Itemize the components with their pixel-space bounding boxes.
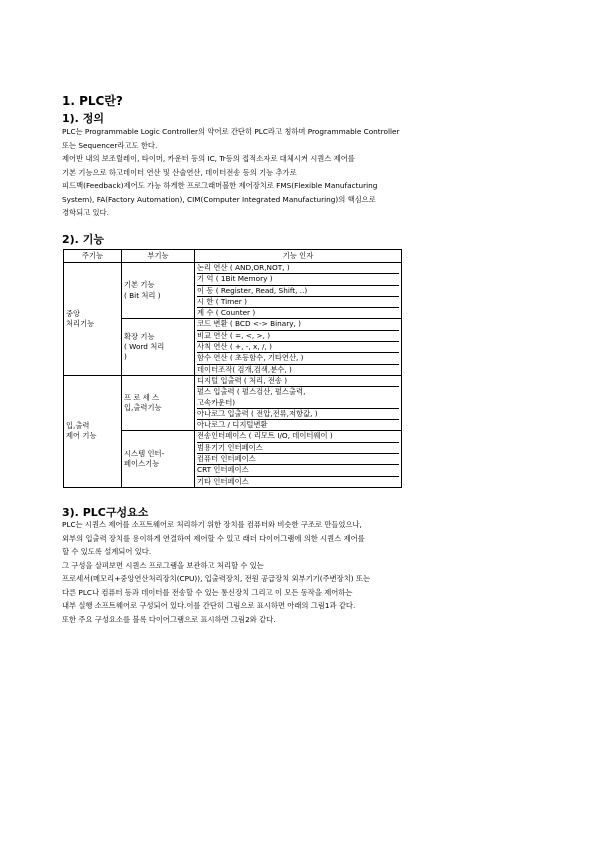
function-item: 데이터조작( 검개,검색,분수, ) xyxy=(197,364,399,375)
definition-heading: 1). 정의 xyxy=(62,112,104,125)
function-heading: 2). 기능 xyxy=(62,233,104,246)
function-items-process-io xyxy=(195,375,402,430)
text-line: 내부 실행 소프트웨어로 구성되어 있다.이를 간단히 그림으로 표시하면 아래의 그림1과 같다. xyxy=(62,601,356,610)
function-table xyxy=(63,249,402,488)
table-row xyxy=(64,375,402,430)
sub-function-basic: 기본 기능 ( Bit 처리 ) xyxy=(122,263,195,319)
text-line: 프로세서(메모리+중앙연산처리장치(CPU)), 입출력장치, 전원 공급장치 외부기기(주변장치) 또는 xyxy=(62,574,371,583)
function-item: 기타 인터페이스 xyxy=(197,476,399,487)
text-line: 또한 주요 구성요소를 블록 다이어그램으로 표시하면 그림2와 같다. xyxy=(62,614,276,624)
page-title: 1. PLC란? xyxy=(62,94,123,108)
function-item: 코드 변환 ( BCD <-> Binary, ) xyxy=(197,319,302,329)
function-items-system-interface xyxy=(195,431,402,487)
function-item: 컴퓨터 인터페이스 xyxy=(197,453,399,464)
function-items-extended xyxy=(195,319,402,375)
function-items-basic xyxy=(195,263,402,319)
definition-paragraph xyxy=(62,125,532,220)
text-line: 제어반 내의 보조릴레이, 타이머, 카운터 등의 IC, Tr등의 접적소자로 대체시켜 시퀀스 제어를 xyxy=(62,154,355,163)
table-header-row xyxy=(64,250,402,263)
function-item: CRT 인터페이스 xyxy=(197,464,399,475)
header-function-items: 기능 인자 xyxy=(195,250,402,263)
text-line: System), FA(Factory Automation), CIM(Computer Integrated Manufacturing)의 핵심으로 xyxy=(62,194,376,204)
function-item: 비교 연산 ( =, <, >, ) xyxy=(197,330,399,341)
function-item: 시 한 ( Timer ) xyxy=(197,296,399,307)
components-paragraph xyxy=(62,518,532,626)
table-row xyxy=(64,263,402,319)
function-item: 디지털 입출력 ( 처리, 전송 ) xyxy=(197,375,288,385)
function-item: 함수 연산 ( 초등함수, 기타연산, ) xyxy=(197,352,399,363)
main-function-cpu: 중앙 처리기능 xyxy=(64,263,122,376)
function-item: 이 동 ( Register, Read, Shift, ..) xyxy=(197,285,399,296)
function-item: 계 수 ( Counter ) xyxy=(197,307,399,318)
sub-function-system-interface: 시스템 인터- 페이스기능 xyxy=(122,431,195,487)
text-line: 다른 PLC나 컴퓨터 등과 데이터를 전송할 수 있는 통신장치 그리고 이 모든 동작을 제어하는 xyxy=(62,587,353,597)
sub-function-extended: 확장 기능 ( Word 처리 ) xyxy=(122,319,195,375)
text-line: 피드백(Feedback)제어도 가능 하게한 프로그래머블한 제어장치로 FMS(Flexible Manufacturing xyxy=(62,181,378,190)
function-item: 펄스 입출력 ( 펄스검산, 펄스출력, 고속카운터) xyxy=(197,386,399,408)
text-line: 또는 Sequencer라고도 한다. xyxy=(62,140,158,150)
text-line: 외부의 입출력 장치를 용이하게 연결하여 제어할 수 있고 래더 다이어그램에 의한 시퀀스 제어를 xyxy=(62,533,365,543)
sub-function-process-io: 프 로 세 스 입,출력기능 xyxy=(122,375,195,430)
text-line: 기본 기능으로 하고데이터 연산 및 산술연산, 데이터전송 등의 기능 추가로 xyxy=(62,167,297,177)
function-item: 기 억 ( 1Bit Memory ) xyxy=(197,273,399,284)
function-item: 사칙 연산 ( +, -, x, /, ) xyxy=(197,341,399,352)
text-line: 그 구성을 살펴보면 시퀀스 프로그램을 보관하고 처리할 수 있는 xyxy=(62,560,264,570)
components-heading: 3). PLC구성요소 xyxy=(62,506,149,519)
header-main-function: 주기능 xyxy=(64,250,122,263)
function-item: 논리 연산 ( AND,OR,NOT, ) xyxy=(197,263,290,272)
function-item: 범용기기 인터페이스 xyxy=(197,442,399,453)
function-item: 전송인터페이스 ( 리모트 I/O, 데이터웨이 ) xyxy=(197,431,333,441)
text-line: 할 수 있도록 설계되어 있다. xyxy=(62,547,152,556)
text-line: PLC는 Programmable Logic Controller의 약어로 간단히 PLC라고 칭하며 Programmable Controller xyxy=(62,127,400,136)
function-item: 아나로그 / 디지털변환 xyxy=(197,419,399,430)
text-line: PLC는 시퀀스 제어를 소프트웨어로 처리하기 위한 장치를 컴퓨터와 비슷한 구조로 만들었으나, xyxy=(62,520,362,529)
function-item: 아나로그 입출력 ( 전압,전류,저항값, ) xyxy=(197,408,399,419)
main-function-io: 입,출력 제어 기능 xyxy=(64,375,122,487)
header-sub-function: 부기능 xyxy=(122,250,195,263)
text-line: 경학되고 있다. xyxy=(62,208,109,217)
